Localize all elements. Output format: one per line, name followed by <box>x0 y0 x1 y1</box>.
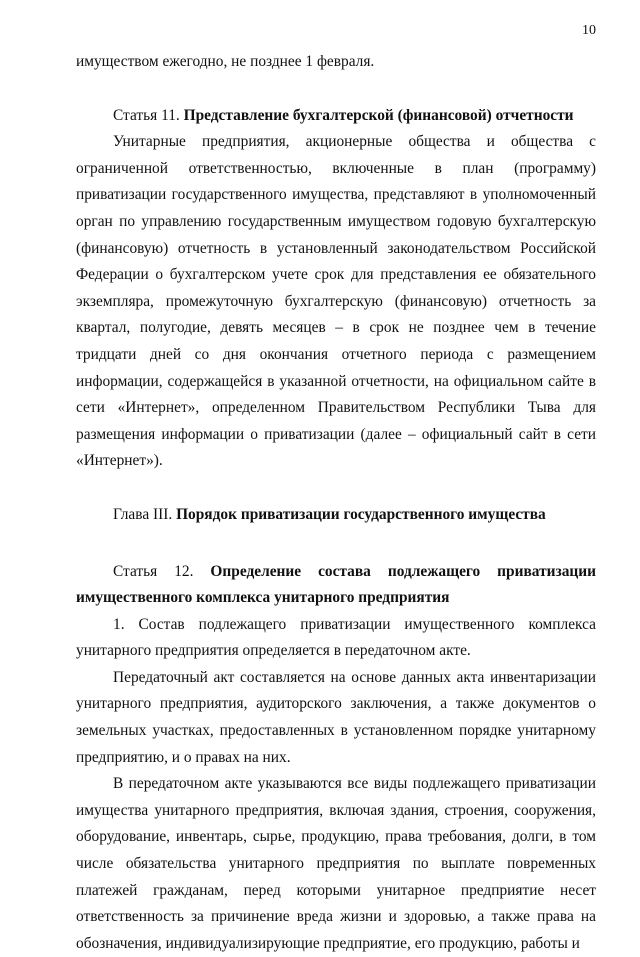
article-11-title: Представление бухгалтерской (финансовой) отчетности <box>183 106 574 124</box>
article-12-paragraph-1: 1. Состав подлежащего приватизации имущественного комплекса унитарного предприятия определяется в передаточном акте. <box>76 615 596 660</box>
chapter-3-title: Порядок приватизации государственного имущества <box>176 505 546 523</box>
chapter-3-heading <box>76 502 596 529</box>
chapter-3-prefix: Глава III. <box>113 505 177 523</box>
article-12-paragraph-3: В передаточном акте указываются все виды подлежащего приватизации имущества унитарного предприятия, включая здания, строения, сооружения, оборудование, инвентарь, сырье, продукцию, права требования, долги, в том числе обязательства унитарного предприятия по выплате повременных платежей гражданам, перед которыми унитарное предприятие несет ответственность за причинение вреда жизни и здоровью, а также права на обозначения, индивидуализирующие предприятие, его продукцию, работы и <box>76 775 596 952</box>
intro-line: имуществом ежегодно, не позднее 1 февраля. <box>76 53 375 70</box>
article-12-prefix: Статья 12. <box>113 562 211 580</box>
article-11-paragraph: Унитарные предприятия, акционерные общества и общества с ограниченной ответственностью, включенные в план (программу) приватизации государственного имущества, представляют в уполномоченный орган по управлению государственным имуществом годовую бухгалтерскую (финансовую) отчетность в установленный законодательством Российской Федерации о бухгалтерском учете срок для представления ее обязательного экземпляра, промежуточную бухгалтерскую (финансовую) отчетность за квартал, полугодие, девять месяцев – в срок не позднее чем в течение тридцати дней со дня окончания отчетного периода с размещением информации, содержащейся в указанной отчетности, на официальном сайте в сети «Интернет», определенном Правительством Республики Тыва для размещения информации о приватизации (далее – официальный сайт в сети «Интернет»). <box>76 133 596 470</box>
article-11-prefix: Статья 11. <box>113 106 184 124</box>
document-body <box>76 49 596 957</box>
page-number: 10 <box>582 23 596 38</box>
article-11-heading <box>76 103 596 130</box>
article-12-title: Определение состава подлежащего приватизации имущественного комплекса унитарного предприятия <box>76 562 596 607</box>
article-12-paragraph-2: Передаточный акт составляется на основе данных акта инвентаризации унитарного предприятия, аудиторского заключения, а также документов о земельных участках, предоставленных в установленном порядке унитарному предприятию, и о правах на них. <box>76 668 596 766</box>
article-12-heading <box>76 559 596 612</box>
